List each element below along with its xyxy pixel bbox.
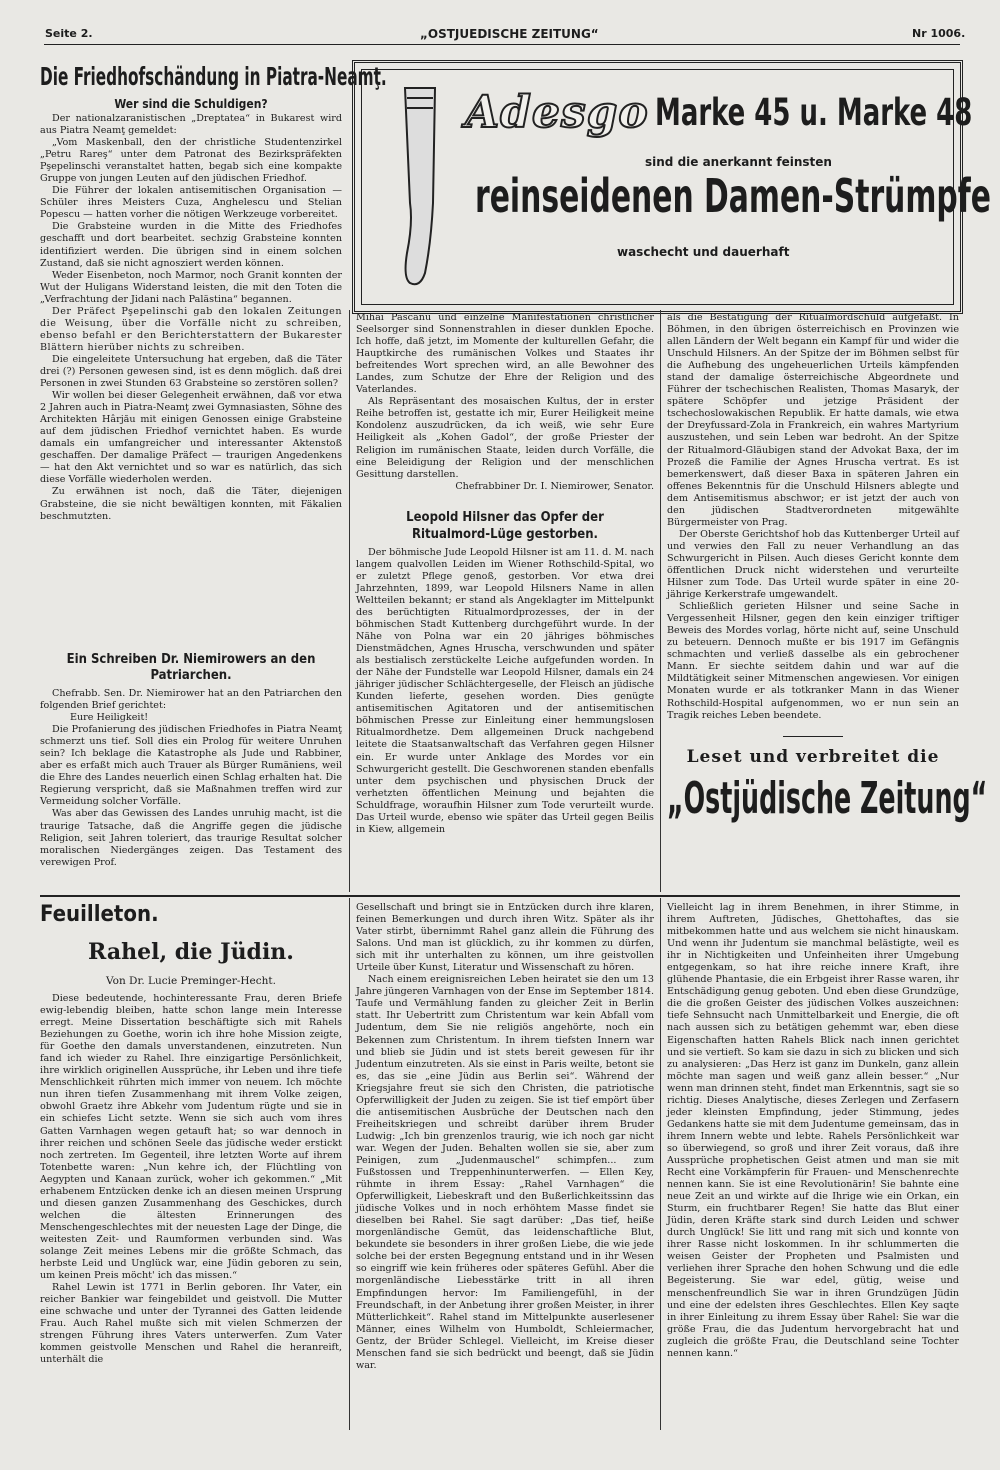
promo-line1: Leset und verbreitet die xyxy=(686,746,940,767)
paragraph: Der nationalzaranistischen „Dreptatea“ in Bukarest wird aus Piatra Neamţ gemeldet: xyxy=(40,113,342,137)
paragraph: Als Repräsentant des mosaischen Kultus, der in erster Reihe betroffen ist, gestatte ich mir, Eurer Heiligkeit meine Kondolenz auszudrücken, da ich weiß, wie sehr Eure Heiligkeit als „Kohen Gadol“, der große Priester der Religion im rumänischen Staate, leiden durch Vorfälle, die eine Beleidigung der Religion und der menschlichen Gesittung darstellen. xyxy=(356,396,654,480)
article-subtitle: Wer sind die Schuldigen? xyxy=(114,97,268,111)
signature: Chefrabbiner Dr. I. Niemirower, Senator. xyxy=(455,480,654,492)
paragraph: Der böhmische Jude Leopold Hilsner ist am 11. d. M. nach langem qualvollen Leiden im Wiener Rothschild-Spital, wo er zuletzt Pflege genoß, gestorben. Vor etwa drei Jahrzehnten, 1899, war Leopold Hilsners Name in allen Weltteilen bekannt; er stand als Angeklagter im Mittelpunkt des berüchtigten Ritualmordprozesses, der in der böhmischen Stadt Kuttenberg durchgeführt wurde. In der Nähe von Polna war ein 20 jähriges böhmisches Dienstmädchen, Agnes Hruscha, verschwunden und später als bestialisch zerstückelte Leiche aufgefunden worden. In der Nähe der Fundstelle war Leopold Hilsner, damals ein 24 jähriger jüdischer Schlächtergeselle, der Fleisch an jüdische Kunden lieferte, gesehen worden. Dies genügte antisemitischen Agitatoren und der antisemitischen böhmischen Presse zur Einleitung einer hemmungslosen Ritualmordhetze. Dem allgemeinen Druck nachgebend leitete die Staatsanwaltschaft das Verfahren gegen Hilsner ein. Er wurde unter Anklage des Mordes vor ein Schwurgericht gestellt. Die Geschworenen standen ebenfalls unter dem psychischen und physischen Druck der verhetzten öffentlichen Meinung und bejahten die Schuldfrage, woraufhin Hilsner zum Tode verurteilt wurde. Das Urteil wurde, ebenso wie später das Urteil gegen Beilis in Kiew, allgemein xyxy=(356,546,654,835)
feuilleton-label: Feuilleton. xyxy=(40,902,159,927)
paragraph: Diese bedeutende, hochinteressante Frau, deren Briefe ewig-lebendig bleiben, hatte schon lange mein Interesse erregt. Meine Dissertation beschäftigte sich mit Rahels Beziehungen zu Goethe, worin ich ihre hohe Mission zeigte, für Goethe den damals unverstandenen, einzutreten. Nun fand ich wieder zu Rahel. Ihre einzigartige Persönlichkeit, ihre wirklich originellen Aussprüche, ihr Leben und ihre tiefe Menschlichkeit rührten mich immer von neuem. Ich möchte nun ihren tiefen Zusammenhang mit ihrem Volke zeigen, obwohl Graetz ihre Abkehr vom Judentum rügte und sie in ein schiefes Licht setzte. Wenn sie sich auch vom ihres Gatten Varnhagen wegen getauft hat; so war dennoch in ihrer reichen und schönen Seele das jüdische weder erstickt noch zertreten. Im Gegenteil, ihre letzten Worte auf ihrem Totenbette waren: „Nun kehre ich, der Flüchtling von Aegypten und Kanaan zurück, woher ich gekommen.“ „Mit erhabenem Entzücken denke ich an diesen meinen Ursprung und diesen ganzen Zusammenhang des Geschickes, durch welchen die ältesten Erinnerungen des Menschengeschlechtes mit der neuesten Lage der Dinge, die weitesten Zeit- und Raumformen verbunden sind. Was solange Zeit meines Lebens mir die größte Schmach, das herbste Leid und Unglück war, eine Jüdin geboren zu sein, um keinen Preis möcht' ich das missen.“ xyxy=(40,993,342,1282)
paragraph: „Vom Maskenball, den der christliche Studentenzirkel „Petru Rareş“ unter dem Patronat des Bezirkspräfekten Pşepelinschi veranstaltet hatten, begab sich eine kompakte Gruppe von jungen Leuten auf den jüdischen Friedhof. xyxy=(40,137,342,185)
article-title: Ein Schreiben Dr. Niemirowers an den Patriarchen. xyxy=(66,652,316,683)
paragraph: Chefrabb. Sen. Dr. Niemirower hat an den Patriarchen den folgenden Brief gerichtet: xyxy=(40,688,342,712)
paragraph: Die Grabsteine wurden in die Mitte des Friedhofes geschafft und dort bearbeitet. sechzig Grabsteine konnten identifiziert werden. Die übrigen sind in einem solchen Zustand, daß sie nicht agnosziert werden können. xyxy=(40,221,342,269)
article-body xyxy=(356,902,654,1372)
article-friedhof xyxy=(40,62,387,694)
article-niemirower xyxy=(40,652,342,890)
article-hilsner-cont xyxy=(667,312,988,892)
column-divider xyxy=(349,310,350,892)
column-divider xyxy=(660,898,661,1430)
feuilleton-author: Von Dr. Lucie Preminger-Hecht. xyxy=(106,975,276,987)
promo-rule xyxy=(783,736,843,737)
paragraph: Die Führer der lokalen antisemitischen Organisation — Schüler ihres Meisters Cuza, Anghelescu und Stelian Popescu — hatten vorher die nötigen Werkzeuge vorbereitet. xyxy=(40,185,342,221)
paragraph: Schließlich gerieten Hilsner und seine Sache in Vergessenheit Hilsner, gegen den kein einziger triftiger Beweis des Mordes vorlag, hörte nicht auf, seine Unschuld zu beteuern. Dennoch mußte er bis 1917 im Gefängnis schmachten und verließ dasselbe als ein gebrochener Mann. Er siechte seitdem dahin und war auf die Mildtätigkeit seiner Mitmenschen angewiesen. Vor einigen Monaten wurde er als totkranker Mann in das Wiener Rothschild-Hospital aufgenommen, wo er nun sein an Tragik reiches Leben beendete. xyxy=(667,601,959,721)
issue-number: Nr 1006. xyxy=(912,27,966,40)
article-body xyxy=(40,113,342,523)
article-body xyxy=(667,902,959,1360)
paragraph: Wir wollen bei dieser Gelegenheit erwähnen, daß vor etwa 2 Jahren auch in Piatra-Neamţ zwei Gymnasiasten, Söhne des Architekten Hârjău mit einigen Genossen einige Grabsteine auf dem jüdischen Friedhof vernichtet haben. Es wurde damals ein umfangreicher und interessanter Aktenstoß geschaffen. Der damalige Präfect — traurigen Angedenkens — hat den Akt vernichtet und so war es natürlich, das sich diese Vorfälle wiederholen werden. xyxy=(40,390,342,486)
promo-line2: „Ostjüdische Zeitung“ xyxy=(667,772,988,824)
header-rule xyxy=(44,44,960,45)
paragraph: Vielleicht lag in ihrem Benehmen, in ihrer Stimme, in ihrem Auftreten, Jüdisches, Ghettohaftes, das sie mitbekommen hatte und aus welchem sie nicht hinauskam. Und wenn ihr Judentum sie manchmal belästigte, weil es ihr in Nichtigkeiten und Unfeinheiten ihrer Umgebung entgegenkam, so hat ihre reiche innere Kraft, ihre glühende Phantasie, die ein Erbgeist ihrer Rasse waren, ihr Entschädigung genug geboten. Und eben diese Grundzüge, die die großen Geister des jüdischen Volkes auszeichnen: tiefe Sehnsucht nach Unmittelbarkeit und Energie, die oft nach aussen sich zu betätigen gehemmt war, eben diese Eigenschaften hatten Rahels Blick nach innen gerichtet und sie vertieft. So kam sie dazu in sich zu blicken und sich zu analysieren: „Das Herz ist ganz im Dunkeln, ganz allein möchte man sagen und weiß ganz allein besser.“ „Nur wenn man drinnen steht, findet man Erkenntnis, sagt sie so richtig. Dieses Analytische, dieses Zerlegen und Zerfasern jeder kleinsten Empfindung, jeder Stimmung, jedes Gedankens hatte sie mit dem Judentume gemeinsam, das in ihrem Innern webte und lebte. Rahels Persönlichkeit war so überwiegend, so groß und ihrer Zeit voraus, daß ihre Aussprüche prophetischen Geist atmen und man sie mit Recht eine Vorkämpferin für Frauen- und Menschenrechte nennen kann. Sie ist eine Revolutionärin! Sie bahnte eine neue Zeit an und wirkte auf die Ihrige wie ein Orkan, ein Sturm, ein fruchtbarer Regen! Sie hatte das Blut einer Jüdin, deren Kräfte stark sind durch Leiden und schwer durch Unglück! Sie litt und rang mit sich und konnte von ihrer Rasse nicht loskommen. In ihr schlummerten die weisen Geister der Propheten und Psalmisten und verliehen ihrer Sprache den hohen Schwung und die edle Begeisterung. Sie war edel, gütig, weise und menschenfreundlich Sie war in ihren Grundzügen Jüdin und eine der edelsten ihres Geschlechtes. Ellen Key saqte in ihrer Einleitung zu ihrem Essay über Rahel: Sie war die größe Frau, die das Judentum hervorgebracht hat und zugleich die größte Frau, die Deutschland seine Tochter nennen kann.“ xyxy=(667,902,959,1359)
paragraph: Rahel Lewin ist 1771 in Berlin geboren. Ihr Vater, ein reicher Bankier war feingebildet und geistvoll. Die Mutter eine schwache und unter der Tyrannei des Gatten leidende Frau. Auch Rahel mußte sich mit vielen Schmerzen der strengen Führung ihres Vaters unterwerfen. Zum Vater kommen geistvolle Menschen und Rahel die heranreift, unterhält die xyxy=(40,1282,342,1366)
article-niemirower-cont xyxy=(356,312,654,892)
feuilleton-title: Rahel, die Jüdin. xyxy=(88,939,294,965)
paragraph: Zu erwähnen ist noch, daß die Täter, diejenigen Grabsteine, die sie nicht bewältigen konnten, mit Fäkalien beschmutzten. xyxy=(40,486,342,522)
paragraph: Die Profanierung des jüdischen Friedhofes in Piatra Neamţ schmerzt uns tief. Soll dies ein Prolog für weitere Unruhen sein? Ich beklage die Katastrophe als Jude und Rabbiner, aber es erfaßt mich auch Trauer als Bürger Rumäniens, weil die Ehre des Landes neuerlich einen Schlag erhalten hat. Die Regierung verspricht, daß sie Maßnahmen treffen wird zur Vermeidung solcher Vorfälle. xyxy=(40,724,342,808)
paragraph: Die eingeleitete Untersuchung hat ergeben, daß die Täter drei (?) Personen gewesen sind, ist es denn möglich. daß drei Personen in zwei Stunden 63 Grabsteine so zerstören sollen? xyxy=(40,353,342,390)
article-body xyxy=(40,688,342,869)
article-body xyxy=(356,547,654,836)
article-body xyxy=(667,312,959,722)
paragraph: als die Bestätigung der Ritualmordschuld aufgefaßt. In Böhmen, in den übrigen österreichisch en Provinzen wie allen Ländern der Welt begann ein Kampf für und wider die Unschuld Hilsners. An der Spitze der im Böhmen selbst für die Aufhebung des ungeheuerlichen Urteils kämpfenden stand der damalige österreichische Abgeordnete und Führer der tschechischen Realisten, Thomas Masaryk, der spätere Schöpfer und jetzige Präsident der tschechoslowakischen Republik. Er hatte damals, wie etwa der Dreyfussard-Zola in Frankreich, ein wahres Martyrium auszustehen, und sein Leben war bedroht. An der Spitze der Ritualmord-Gläubigen stand der Advokat Baxa, der im Prozeß die Familie der Agnes Hruscha vertrat. Es ist bemerkenswert, daß dieser Baxa in späteren Jahren ein offenes Bekenntnis für die Unschuld Hilsners ablegte und dem Antisemitismus abschwor; er ist jetzt der auch von den jüdischen Stadtverordneten mitgewählte Bürgermeister von Prag. xyxy=(667,312,959,528)
column-divider xyxy=(349,898,350,1430)
paragraph: Gesellschaft und bringt sie in Entzücken durch ihre klaren, feinen Bemerkungen und durch ihren Witz. Später als ihr Vater stirbt, übernimmt Rahel ganz allein die Führung des Salons. Und man ist glücklich, zu ihr kommen zu dürfen, sich mit ihr unterhalten zu können, um ihre geistvollen Urteile über Kunst, Literatur und Wissenschaft zu hören. xyxy=(356,902,654,974)
paragraph: Was aber das Gewissen des Landes unruhig macht, ist die traurige Tatsache, daß die Angriffe gegen die jüdische Religion, seit Jahren toleriert, das traurige Resultat solcher moralischen Niedergänges zeigen. Das Testament des verewigen Prof. xyxy=(40,808,342,868)
ad-brand: Adesgo xyxy=(465,87,649,138)
paragraph: Nach einem ereignisreichen Leben heiratet sie den um 13 Jahre jüngeren Varnhagen von der Ense im September 1814. Taufe und Vermählung fanden zu gleicher Zeit in Berlin statt. Ihr Uebertritt zum Christentum war kein Abfall vom Judentum, dem Sie nie religiös angehörte, noch ein Bekennen zum Christentum. In ihrem tiefsten Innern war und blieb sie Jüdin und ist stets bereit gewesen für ihr Judentum einzutreten. Als sie einst in Paris weilte, betont sie es, das sie „eine Jüdin aus Berlin sei“. Während der Kriegsjahre freut sie sich den Christen, die patriotische Opferwilligkeit der Juden zu zeigen. Sie ist tief empört über die antisemitischen Ausbrüche der Deutschen nach den Freiheitskriegen und schreibt darüber ihrem Bruder Ludwig: „Ich bin grenzenlos traurig, wie ich noch gar nicht war. Wegen der Juden. Behalten wollen sie sie, aber zum Peinigen, zum „Judenmauschel“ schimpfen... zum Fußstossen und Treppenhinunterwerfen. — Ellen Key, rühmte in ihrem Essay: „Rahel Varnhagen“ die Opferwilligkeit, Liebeskraft und den Bußerlichkeitssinn das jüdische Volkes und in noch erhöhtem Masse findet sie dieselben bei Rahel. Sie sagt darüber: „Das tief, heiße morgenländische Gemüt, das leidenschaftliche Blut, bekundete sie besonders in ihrer großen Liebe, die wie jede solche bei der ersten Begegnung entstand und in ihr Wesen so eingriff wie kein früheres oder späteres Gefühl. Aber die morgenländische Liebesstärke tritt in all ihren Empfindungen hervor: Im Familiengefühl, in der Freundschaft, in der Anbetung ihrer großen Meister, in ihrer Mütterlichkeit“. Rahel stand im Mittelpunkte auserlesener Männer, eines Wilhelm von Humboldt, Schleiermacher, Gentz, der Brüder Schlegel. Vielleicht, im Kreise dieser Menschen fand sie sich bedrückt und beengt, daß sie Jüdin war. xyxy=(356,974,654,1371)
ad-headline: Marke 45 u. Marke 48 xyxy=(655,91,973,134)
ad-line2: sind die anerkannt feinsten xyxy=(645,155,832,169)
article-body xyxy=(356,312,654,493)
paragraph: Der Oberste Gerichtshof hob das Kuttenberger Urteil auf und verwies den Fall zu neuer Verhandlung an das Schwurgericht in Pilsen. Auch dieses Gericht konnte dem öffentlichen Druck nicht widerstehen und verurteilte Hilsner zum Tode. Das Urteil wurde später in eine 20-jährige Kerkerstrafe umgewandelt. xyxy=(667,528,959,601)
feuilleton-col2 xyxy=(356,902,654,1430)
article-title: Die Friedhofschändung in Piatra-Neamţ. xyxy=(40,62,387,91)
paragraph: Der Präfect Pşepelinschi gab den lokalen Zeitungen die Weisung, über die Vorfälle nicht zu schreiben, ebenso befahl er den Berichterstattern der Bukarester Blättern hierüber nichts zu schreiben. xyxy=(40,305,342,353)
hilsner-title: Leopold Hilsner das Opfer der Ritualmord-Lüge gestorben. xyxy=(406,509,604,542)
article-body xyxy=(40,993,342,1366)
ad-line3: reinseidenen Damen-Strümpfe xyxy=(475,169,991,223)
section-rule xyxy=(40,895,960,897)
feuilleton-col3 xyxy=(667,902,959,1430)
newspaper-title: „OSTJUEDISCHE ZEITUNG“ xyxy=(420,27,599,41)
column-divider xyxy=(660,310,661,892)
feuilleton-col1 xyxy=(40,902,342,1430)
stocking-illustration xyxy=(395,83,455,293)
ad-line4: waschecht und dauerhaft xyxy=(617,245,790,259)
paragraph: Weder Eisenbeton, noch Marmor, noch Granit konnten der Wut der Huligans Widerstand leisten, die mit den Toten die „Verfrachtung der Jidani nach Palästina“ begannen. xyxy=(40,269,342,305)
advertisement xyxy=(352,60,991,314)
page-number: Seite 2. xyxy=(45,27,93,40)
salutation: Eure Heiligkeit! xyxy=(70,712,149,724)
paragraph: Mihai Pascanu und einzelne Manifestationen christlicher Seelsorger sind Sonnenstrahlen in dieser dunklen Epoche. Ich hoffe, daß jetzt, im Momente der kulturellen Gefahr, die Hauptkirche des rumänischen Volkes und Staates ihr befreitendes Wort sprechen wird, an alle Bewohner des Landes, zum Schutze der Ehre der Religion und des Vaterlandes. xyxy=(356,312,654,396)
